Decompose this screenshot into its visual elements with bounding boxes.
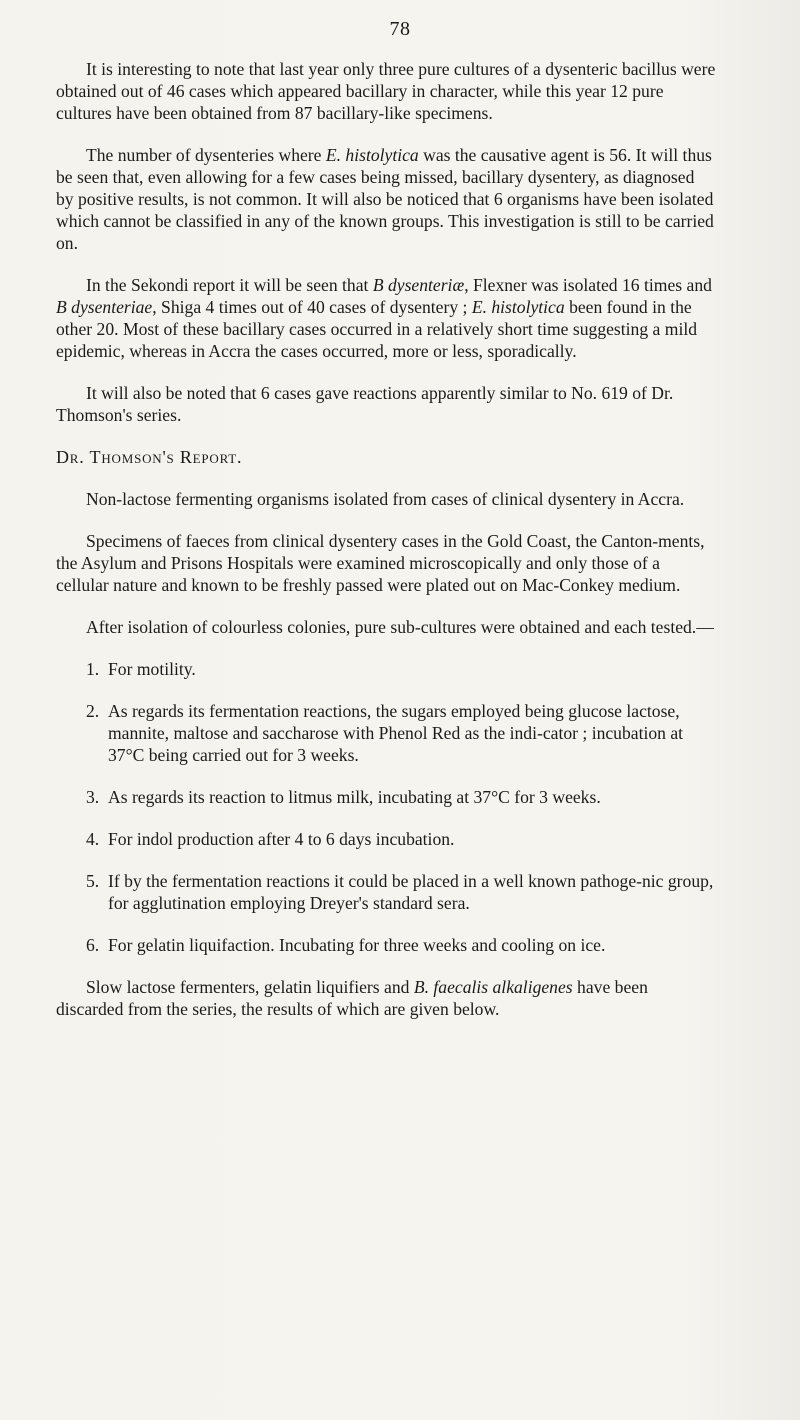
text-run: , Shiga 4 times out of 40 cases of dysentery ; [152, 297, 472, 317]
text-run: The number of dysenteries where [86, 145, 326, 165]
list-item-text: For motility. [108, 659, 196, 679]
list-item-number: 3. [86, 787, 100, 807]
list-item [56, 658, 716, 680]
paragraph-sekondi-report [56, 274, 716, 362]
text-run: have been discarded from the series, the results of which are given below. [56, 977, 648, 1019]
list-item-number: 6. [86, 935, 100, 955]
paragraph-specimens: Specimens of faeces from clinical dysentery cases in the Gold Coast, the Canton-ments, the Asylum and Prisons Hospitals were examined microscopically and only those of a cellular nature and known to be freshly passed were plated out on Mac-Conkey medium. [56, 531, 705, 595]
list-item-number: 5. [86, 871, 100, 891]
list-item-number: 2. [86, 701, 100, 721]
paragraph-cultures: It is interesting to note that last year only three pure cultures of a dysenteric bacillus were obtained out of 46 cases which appeared bacillary in character, while this year 12 pure cultures have been obtained from 87 bacillary-like specimens. [56, 59, 716, 123]
species-name: B. faecalis alkaligenes [413, 977, 573, 997]
test-procedure-list [56, 658, 716, 956]
page-body [56, 58, 716, 1040]
list-item-text: For indol production after 4 to 6 days incubation. [108, 829, 455, 849]
list-item [56, 786, 716, 808]
list-item [56, 828, 716, 850]
list-item-text: If by the fermentation reactions it could be placed in a well known pathoge-nic group, for agglutination employing Dreyer's standard sera. [108, 871, 714, 913]
species-name: B dysenteriæ [372, 275, 465, 295]
species-name: B dysenteriae [56, 297, 153, 317]
list-item-text: As regards its fermentation reactions, the sugars employed being glucose lactose, mannite, maltose and saccharose with Phenol Red as the indi-cator ; incubation at 37°C being carried out for 3 weeks. [108, 701, 684, 765]
paragraph-isolation: After isolation of colourless colonies, pure sub-cultures were obtained and each tested.— [86, 617, 714, 637]
species-name: E. histolytica [325, 145, 419, 165]
section-heading: Dr. Thomson's Report. [56, 447, 243, 467]
text-run: , Flexner was isolated 16 times and [464, 275, 712, 295]
text-run: been found in the other 20. Most of these bacillary cases occurred in a relatively short time suggesting a mild epidemic, whereas in Accra the cases occurred, more or less, sporadically. [56, 297, 698, 361]
list-item [56, 870, 716, 914]
text-run: Slow lactose fermenters, gelatin liquifiers and [86, 977, 414, 997]
text-run: was the causative agent is 56. It will thus be seen that, even allowing for a few cases being missed, bacillary dysentery, as diagnosed by positive results, is not common. It will also be noticed that 6 organisms have been isolated which cannot be classified in any of the known groups. This investigation is still to be carried on. [56, 145, 714, 253]
list-item [56, 934, 716, 956]
paragraph-closing [56, 976, 716, 1020]
paragraph-report-subject: Non-lactose fermenting organisms isolated from cases of clinical dysentery in Accra. [86, 489, 685, 509]
page-number: 78 [389, 18, 411, 40]
list-item-text: As regards its reaction to litmus milk, incubating at 37°C for 3 weeks. [108, 787, 601, 807]
paragraph-dysenteries [56, 144, 716, 254]
list-item [56, 700, 716, 766]
paragraph-reactions-note: It will also be noted that 6 cases gave reactions apparently similar to No. 619 of Dr. Thomson's series. [56, 383, 674, 425]
species-name: E. histolytica [471, 297, 565, 317]
text-run: In the Sekondi report it will be seen that [86, 275, 373, 295]
list-item-number: 1. [86, 659, 100, 679]
list-item-text: For gelatin liquifaction. Incubating for three weeks and cooling on ice. [108, 935, 606, 955]
list-item-number: 4. [86, 829, 100, 849]
